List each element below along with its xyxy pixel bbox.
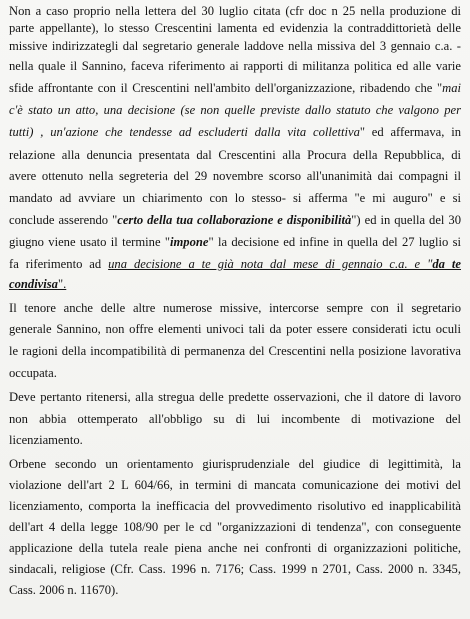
text-line — [9, 212, 461, 228]
text-line — [9, 190, 461, 206]
text-run: " la decisione ed infine in quella del 27 luglio si — [208, 235, 462, 249]
text-run: dell'art 4 della legge 108/90 per le cd "organizzazioni di tendenza", con conseguente — [9, 520, 461, 534]
text-line — [9, 343, 461, 359]
text-run: sindacali, religiose (Cfr. Cass. 1996 n. 7176; Cass. 1999 n 2701, Cass. 2000 n. 3345, — [9, 562, 461, 576]
text-line — [9, 147, 461, 163]
text-run: c'è stato un atto, una decisione (se non quelle previste dallo statuto che valgono per — [9, 103, 461, 117]
text-run: impone — [170, 235, 209, 249]
text-run: condivisa — [9, 277, 58, 291]
text-line — [9, 256, 461, 272]
text-run: occupata. — [9, 366, 57, 380]
text-run: avere ottenuto nella segreteria del 29 novembre scorso all'unanimità dai compagni il — [9, 169, 461, 183]
text-line — [9, 519, 461, 535]
text-run: violazione dell'art 2 L 604/66, in termini di mancata comunicazione dei motivi del — [9, 478, 461, 492]
text-line — [9, 168, 461, 184]
text-line — [9, 432, 461, 448]
text-run: le ragioni della incompatibilità di permanenza del Crescentini nella posizione lavorativa — [9, 344, 461, 358]
text-run: Cass. 2006 n. 11670). — [9, 583, 119, 597]
text-run: missive indirizzategli dal segretario generale laddove nella missiva del 3 gennaio c.a. - — [9, 39, 461, 53]
text-line — [9, 456, 461, 472]
text-line — [9, 124, 461, 140]
text-run: applicazione della tutela reale piena anche nei confronti di organizzazioni politiche, — [9, 541, 461, 555]
text-run: " ed affermava, in — [359, 125, 461, 139]
text-run: licenziamento. — [9, 433, 83, 447]
text-run: licenziamento, comporta la inefficacia del provvedimento risolutivo ed inapplicabilità — [9, 499, 461, 513]
text-run: Non a caso proprio nella lettera del 30 luglio citata (cfr doc n 25 nella produzione di — [9, 4, 461, 18]
text-line — [9, 561, 461, 577]
text-run: tutti) , un'azione che tendesse ad escluderti dalla vita collettiva — [9, 125, 360, 139]
text-line — [9, 58, 461, 74]
text-line — [9, 365, 461, 381]
text-line — [9, 80, 461, 96]
text-line — [9, 234, 461, 250]
text-run: Il tenore anche delle altre numerose missive, intercorse sempre con il segretario — [9, 301, 461, 315]
text-run: conclude asserendo " — [9, 213, 118, 227]
text-line — [9, 411, 461, 427]
text-line — [9, 321, 461, 337]
text-run: certo della tua collaborazione e disponibilità — [117, 213, 352, 227]
text-run: relazione alla denuncia presentata dal Crescentini alla Procura della Repubblica, di — [9, 148, 461, 162]
text-run: una decisione a te già nota dal mese di gennaio c.a. e " — [108, 257, 433, 271]
text-run: non abbia ottemperato all'obbligo su di lui incombente di motivazione del — [9, 412, 461, 426]
text-line — [9, 3, 461, 19]
text-run: nella quale il Sannino, faceva riferimento ai rapporti di militanza politica ed alle varie — [9, 59, 461, 73]
text-run: mandato ad avviare un chiarimento con lo stesso- si afferma "e mi auguro" e si — [9, 191, 461, 205]
text-line — [9, 540, 461, 556]
text-run: Deve pertanto ritenersi, alla stregua delle predette osservazioni, che il datore di lavoro — [9, 390, 461, 404]
text-line — [9, 20, 461, 36]
text-line — [9, 582, 461, 598]
text-run: da te — [432, 257, 461, 271]
text-line — [9, 300, 461, 316]
text-run: ") ed in quella del 30 — [351, 213, 461, 227]
text-line — [9, 276, 461, 292]
text-run: sfide affrontante con il Crescentini nell'ambito dell'organizzazione, ribadendo che " — [9, 81, 443, 95]
text-run: parte appellante), lo stesso Crescentini lamenta ed evidenzia la contraddittorietà delle — [9, 21, 461, 35]
text-line — [9, 102, 461, 118]
text-run: generale Sannino, non offre elementi univoci tali da poter essere considerati ictu oculi — [9, 322, 461, 336]
text-line — [9, 389, 461, 405]
text-line — [9, 38, 461, 54]
text-line — [9, 477, 461, 493]
text-run: giugno viene usato il termine " — [9, 235, 171, 249]
text-run: mai — [442, 81, 461, 95]
text-run: ". — [57, 277, 67, 291]
text-run: Orbene secondo un orientamento giurisprudenziale del giudice di legittimità, la — [9, 457, 461, 471]
text-run: fa riferimento ad — [9, 257, 109, 271]
text-line — [9, 498, 461, 514]
